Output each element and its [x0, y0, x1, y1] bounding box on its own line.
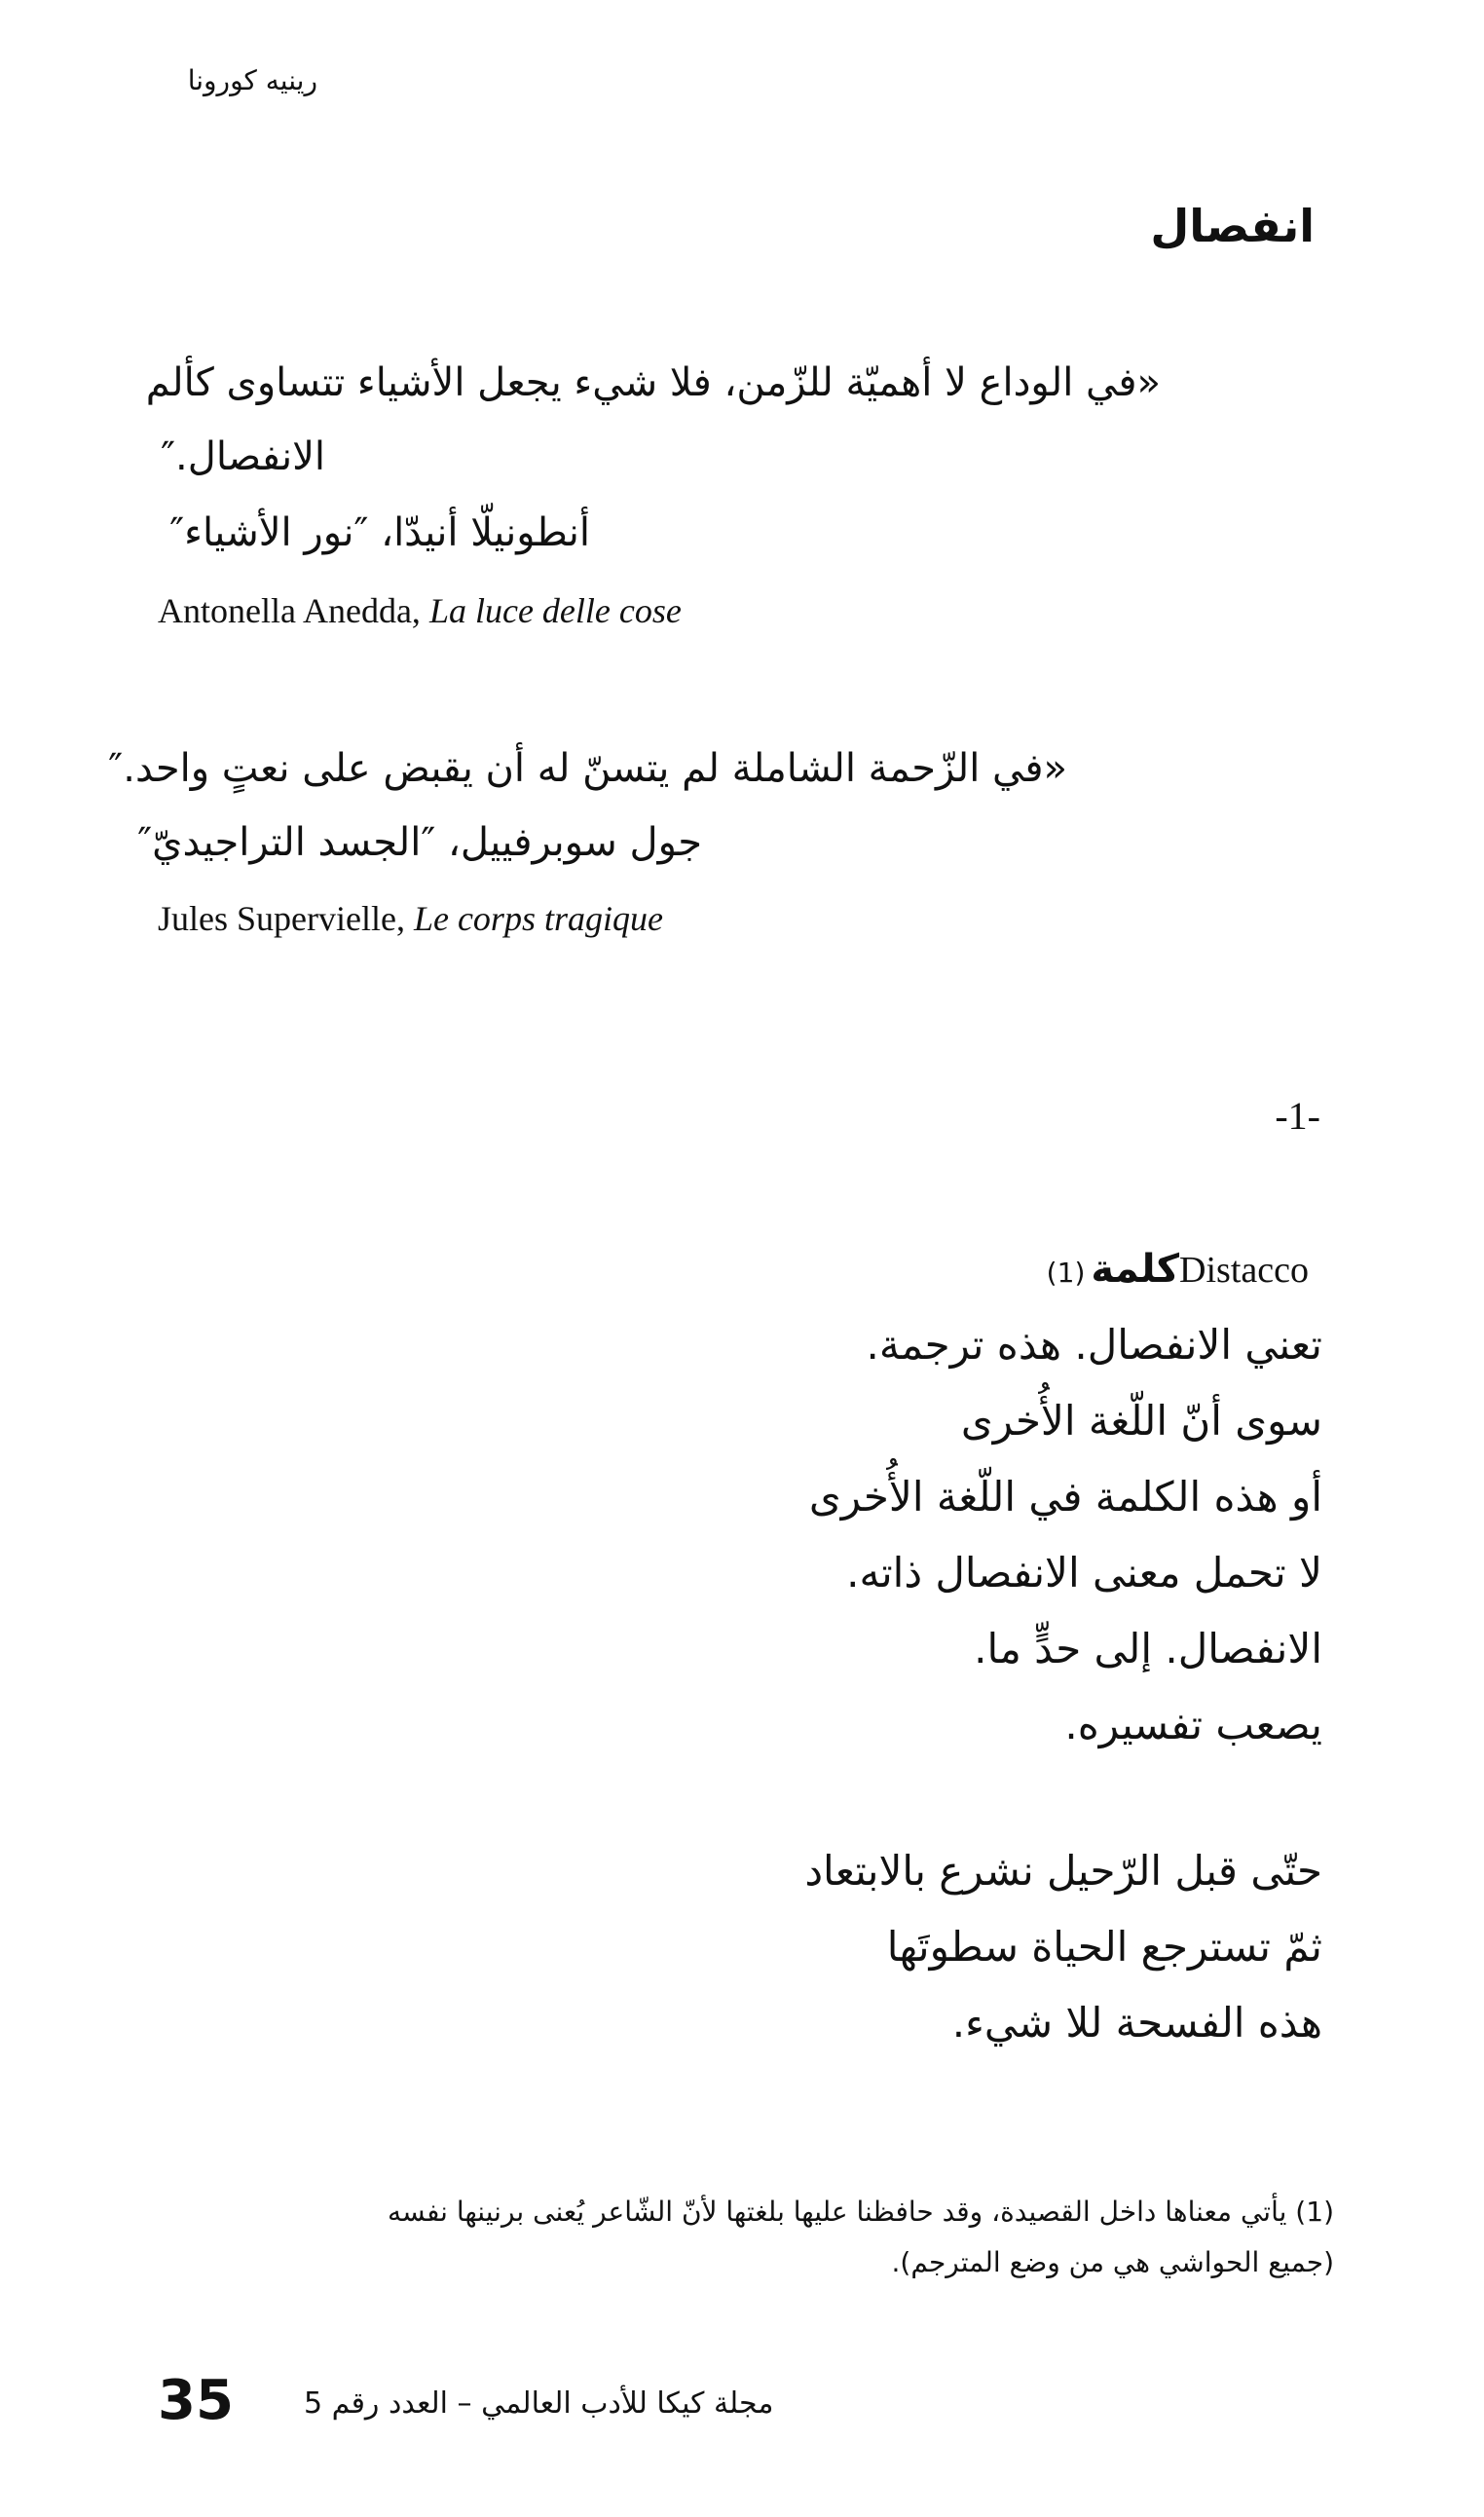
journal-footer: مجلة كيكا للأدب العالمي – العدد رقم 5	[304, 2386, 774, 2421]
epigraph-2-author-arabic: جول سوبرفييل، ″الجسد التراجيديّ″	[137, 820, 702, 865]
epigraph-2-source-title: Le corps tragique	[413, 899, 663, 938]
epigraph-2-source	[158, 898, 663, 939]
stanza-1-line-5: لا تحمل معنى الانفصال ذاته.	[846, 1549, 1322, 1597]
stanza-1-first-line	[1041, 1247, 1309, 1292]
stanza-1-line-4: أو هذه الكلمة في اللّغة الأُخرى	[808, 1473, 1322, 1521]
epigraph-1-author-arabic: أنطونيلّا أنيدّا، ″نور الأشياء″	[169, 510, 590, 555]
footnote-reference: (1)	[1046, 1257, 1086, 1289]
stanza-1-line-3: سوى أنّ اللّغة الأُخرى	[960, 1397, 1322, 1445]
stanza-1-line-2: تعني الانفصال. هذه ترجمة.	[866, 1321, 1322, 1369]
section-number: -1-	[1275, 1094, 1320, 1138]
stanza-1-first-word-arabic: كلمة	[1091, 1247, 1180, 1292]
epigraph-2-source-author: Jules Supervielle,	[158, 899, 405, 938]
epigraph-1-line-1: «في الوداع لا أهميّة للزّمن، فلا شيء يجعل الأشياء تتساوى كألم	[145, 360, 1161, 405]
stanza-1-line-6: الانفصال. إلى حدٍّ ما.	[974, 1625, 1322, 1672]
stanza-2-line-3: هذه الفسحة للا شيء.	[951, 1999, 1322, 2047]
footnote-line-1: (1) يأتي معناها داخل القصيدة، وقد حافظنا عليها بلغتها لأنّ الشّاعر يُعنى برنينها نفسه	[387, 2196, 1334, 2228]
running-header: رينيه كورونا	[187, 64, 317, 96]
page-number: 35	[158, 2369, 234, 2432]
epigraph-1-line-2: الانفصال.″	[161, 434, 325, 479]
poem-title: انفصال	[1150, 200, 1315, 252]
epigraph-1-source-title: La luce delle cose	[428, 591, 682, 630]
stanza-2-line-1: حتّى قبل الرّحيل نشرع بالابتعاد	[804, 1847, 1322, 1895]
footnote-line-2: (جميع الحواشي هي من وضع المترجم).	[891, 2246, 1334, 2278]
epigraph-1-source-author: Antonella Anedda,	[158, 591, 421, 630]
stanza-2-line-2: ثمّ تسترجع الحياة سطوتَها	[886, 1923, 1322, 1971]
epigraph-2-line-1: «في الزّحمة الشاملة لم يتسنّ له أن يقبض على نعتٍ واحد.″	[108, 746, 1067, 791]
epigraph-1-source	[158, 590, 682, 631]
stanza-1-line-7: يصعب تفسيره.	[1064, 1701, 1322, 1748]
stanza-1-first-word-italian: Distacco	[1179, 1250, 1309, 1291]
